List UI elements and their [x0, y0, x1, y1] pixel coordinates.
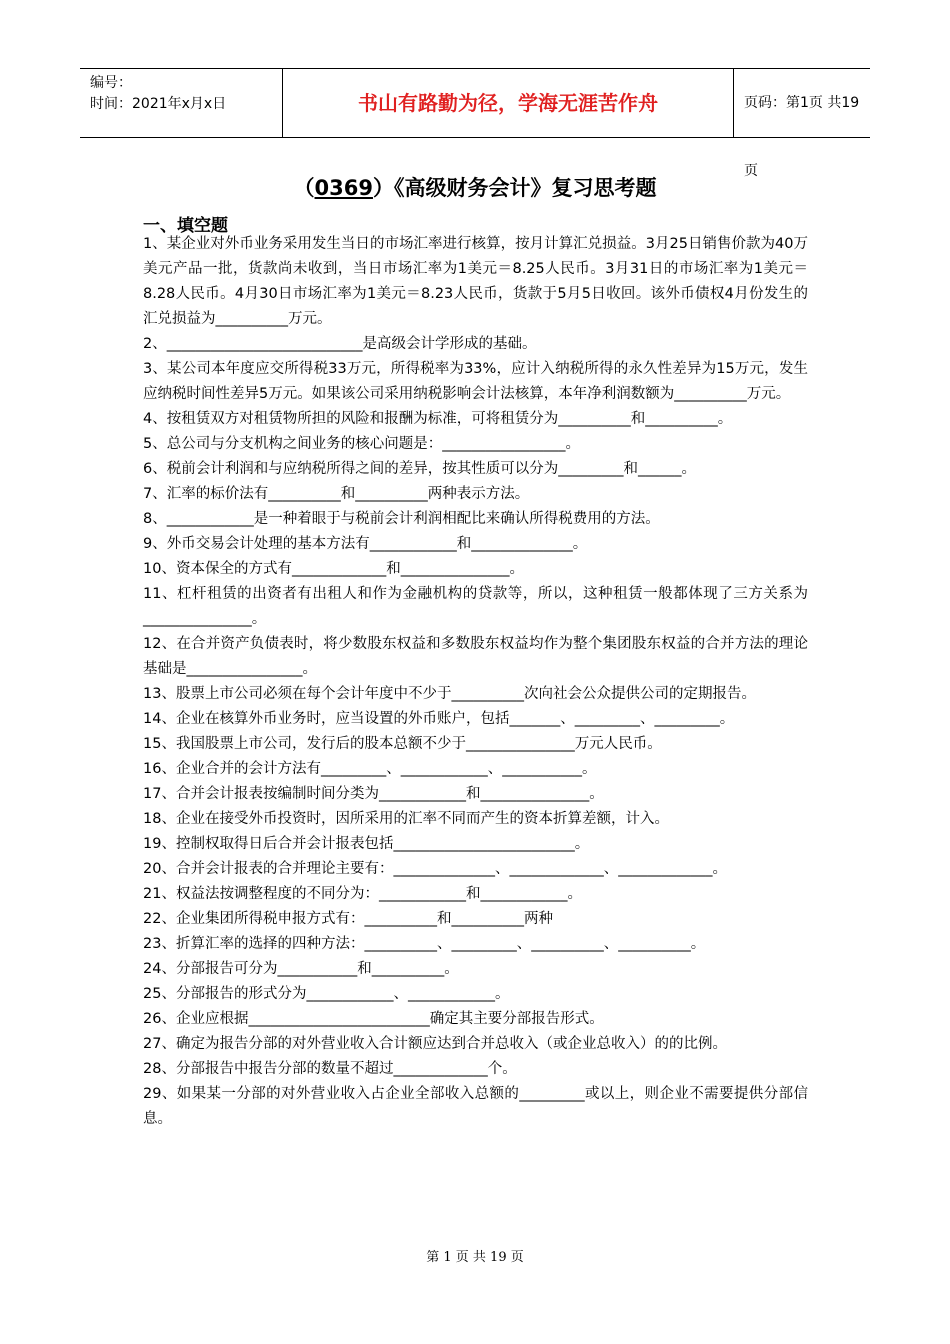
question-item: 11、杠杆租赁的出资者有出租人和作为金融机构的贷款等，所以，这种租赁一般都体现了三方关系为_______________。	[143, 586, 808, 627]
question-item: 25、分部报告的形式分为____________、____________。	[143, 986, 510, 1002]
question-item: 26、企业应根据_________________________确定其主要分部报告形式。	[143, 1011, 604, 1027]
question-item: 5、总公司与分支机构之间业务的核心问题是：_________________。	[143, 436, 580, 452]
header-page-info: 页码：第1页 共19页	[744, 95, 860, 179]
question-item: 15、我国股票上市公司，发行后的股本总额不少于_______________万元人民币。	[143, 736, 662, 752]
page-footer: 第 1 页 共 19 页	[426, 1250, 524, 1265]
question-item: 12、在合并资产负债表时，将少数股东权益和多数股东权益均作为整个集团股东权益的合并方法的理论基础是________________。	[143, 636, 808, 677]
question-item: 22、企业集团所得税申报方式有：__________和__________两种	[143, 911, 553, 927]
question-item: 6、税前会计利润和与应纳税所得之间的差异，按其性质可以分为_________和______。	[143, 461, 696, 477]
question-item: 7、汇率的标价法有__________和__________两种表示方法。	[143, 486, 530, 502]
question-item: 27、确定为报告分部的对外营业收入合计额应达到合并总收入（或企业总收入）的的比例。	[143, 1036, 727, 1052]
question-item: 28、分部报告中报告分部的数量不超过_____________个。	[143, 1061, 517, 1077]
question-item: 29、如果某一分部的对外营业收入占企业全部收入总额的_________或以上，则企业不需要提供分部信息。	[143, 1086, 808, 1127]
header-motto: 书山有路勤为径，学海无涯苦作舟	[282, 69, 734, 137]
question-item: 8、____________是一种着眼于与税前会计利润相配比来确认所得税费用的方法。	[143, 511, 660, 527]
header-meta	[80, 69, 282, 137]
question-item: 19、控制权取得日后合并会计报表包括_________________________。	[143, 836, 590, 852]
page-header	[80, 68, 870, 179]
question-item: 23、折算汇率的选择的四种方法：__________、_________、__________、__________。	[143, 936, 706, 952]
title-code: 0369	[314, 176, 373, 200]
question-item: 9、外币交易会计处理的基本方法有____________和______________。	[143, 536, 588, 552]
question-item: 1、某企业对外币业务采用发生当日的市场汇率进行核算，按月计算汇兑损益。3月25日销售价款为40万美元产品一批，货款尚未收到，当日市场汇率为1美元＝8.25人民币。3月31日的市场汇率为1美元＝8.28人民币。4月30日市场汇率为1美元＝8.23人民币，货款于5月5日收回。该外币债权4月份发生的汇兑损益为__________万元。	[143, 236, 808, 327]
question-item: 10、资本保全的方式有_____________和_______________。	[143, 561, 524, 577]
question-item: 24、分部报告可分为___________和__________。	[143, 961, 459, 977]
question-item: 20、合并会计报表的合并理论主要有：______________、_____________、_____________。	[143, 861, 727, 877]
question-item: 16、企业合并的会计方法有_________、____________、___________。	[143, 761, 597, 777]
question-item: 13、股票上市公司必须在每个会计年度中不少于__________次向社会公众提供公司的定期报告。	[143, 686, 756, 702]
question-item: 3、某公司本年度应交所得税33万元，所得税率为33%，应计入纳税所得的永久性差异为15万元，发生应纳税时间性差异5万元。如果该公司采用纳税影响会计法核算，本年净利润数额为__________万元。	[143, 361, 808, 402]
question-item: 2、___________________________是高级会计学形成的基础。	[143, 336, 537, 352]
question-item: 17、合并会计报表按编制时间分类为____________和_______________。	[143, 786, 604, 802]
title-prefix: （	[293, 176, 315, 200]
date-label: 时间：2021年x月x日	[90, 96, 227, 112]
number-label: 编号：	[90, 75, 132, 91]
title-suffix: ）《高级财务会计》复习思考题	[372, 176, 657, 200]
question-item: 14、企业在核算外币业务时，应当设置的外币账户，包括_______、_________、_________。	[143, 711, 735, 727]
section-title: 一、填空题	[143, 216, 228, 236]
question-list	[143, 232, 808, 1132]
question-item: 21、权益法按调整程度的不同分为：____________和____________。	[143, 886, 582, 902]
question-item: 4、按租赁双方对租赁物所担的风险和报酬为标准，可将租赁分为__________和__________。	[143, 411, 733, 427]
document-title	[0, 172, 950, 202]
question-item: 18、企业在接受外币投资时，因所采用的汇率不同而产生的资本折算差额，计入。	[143, 811, 669, 827]
